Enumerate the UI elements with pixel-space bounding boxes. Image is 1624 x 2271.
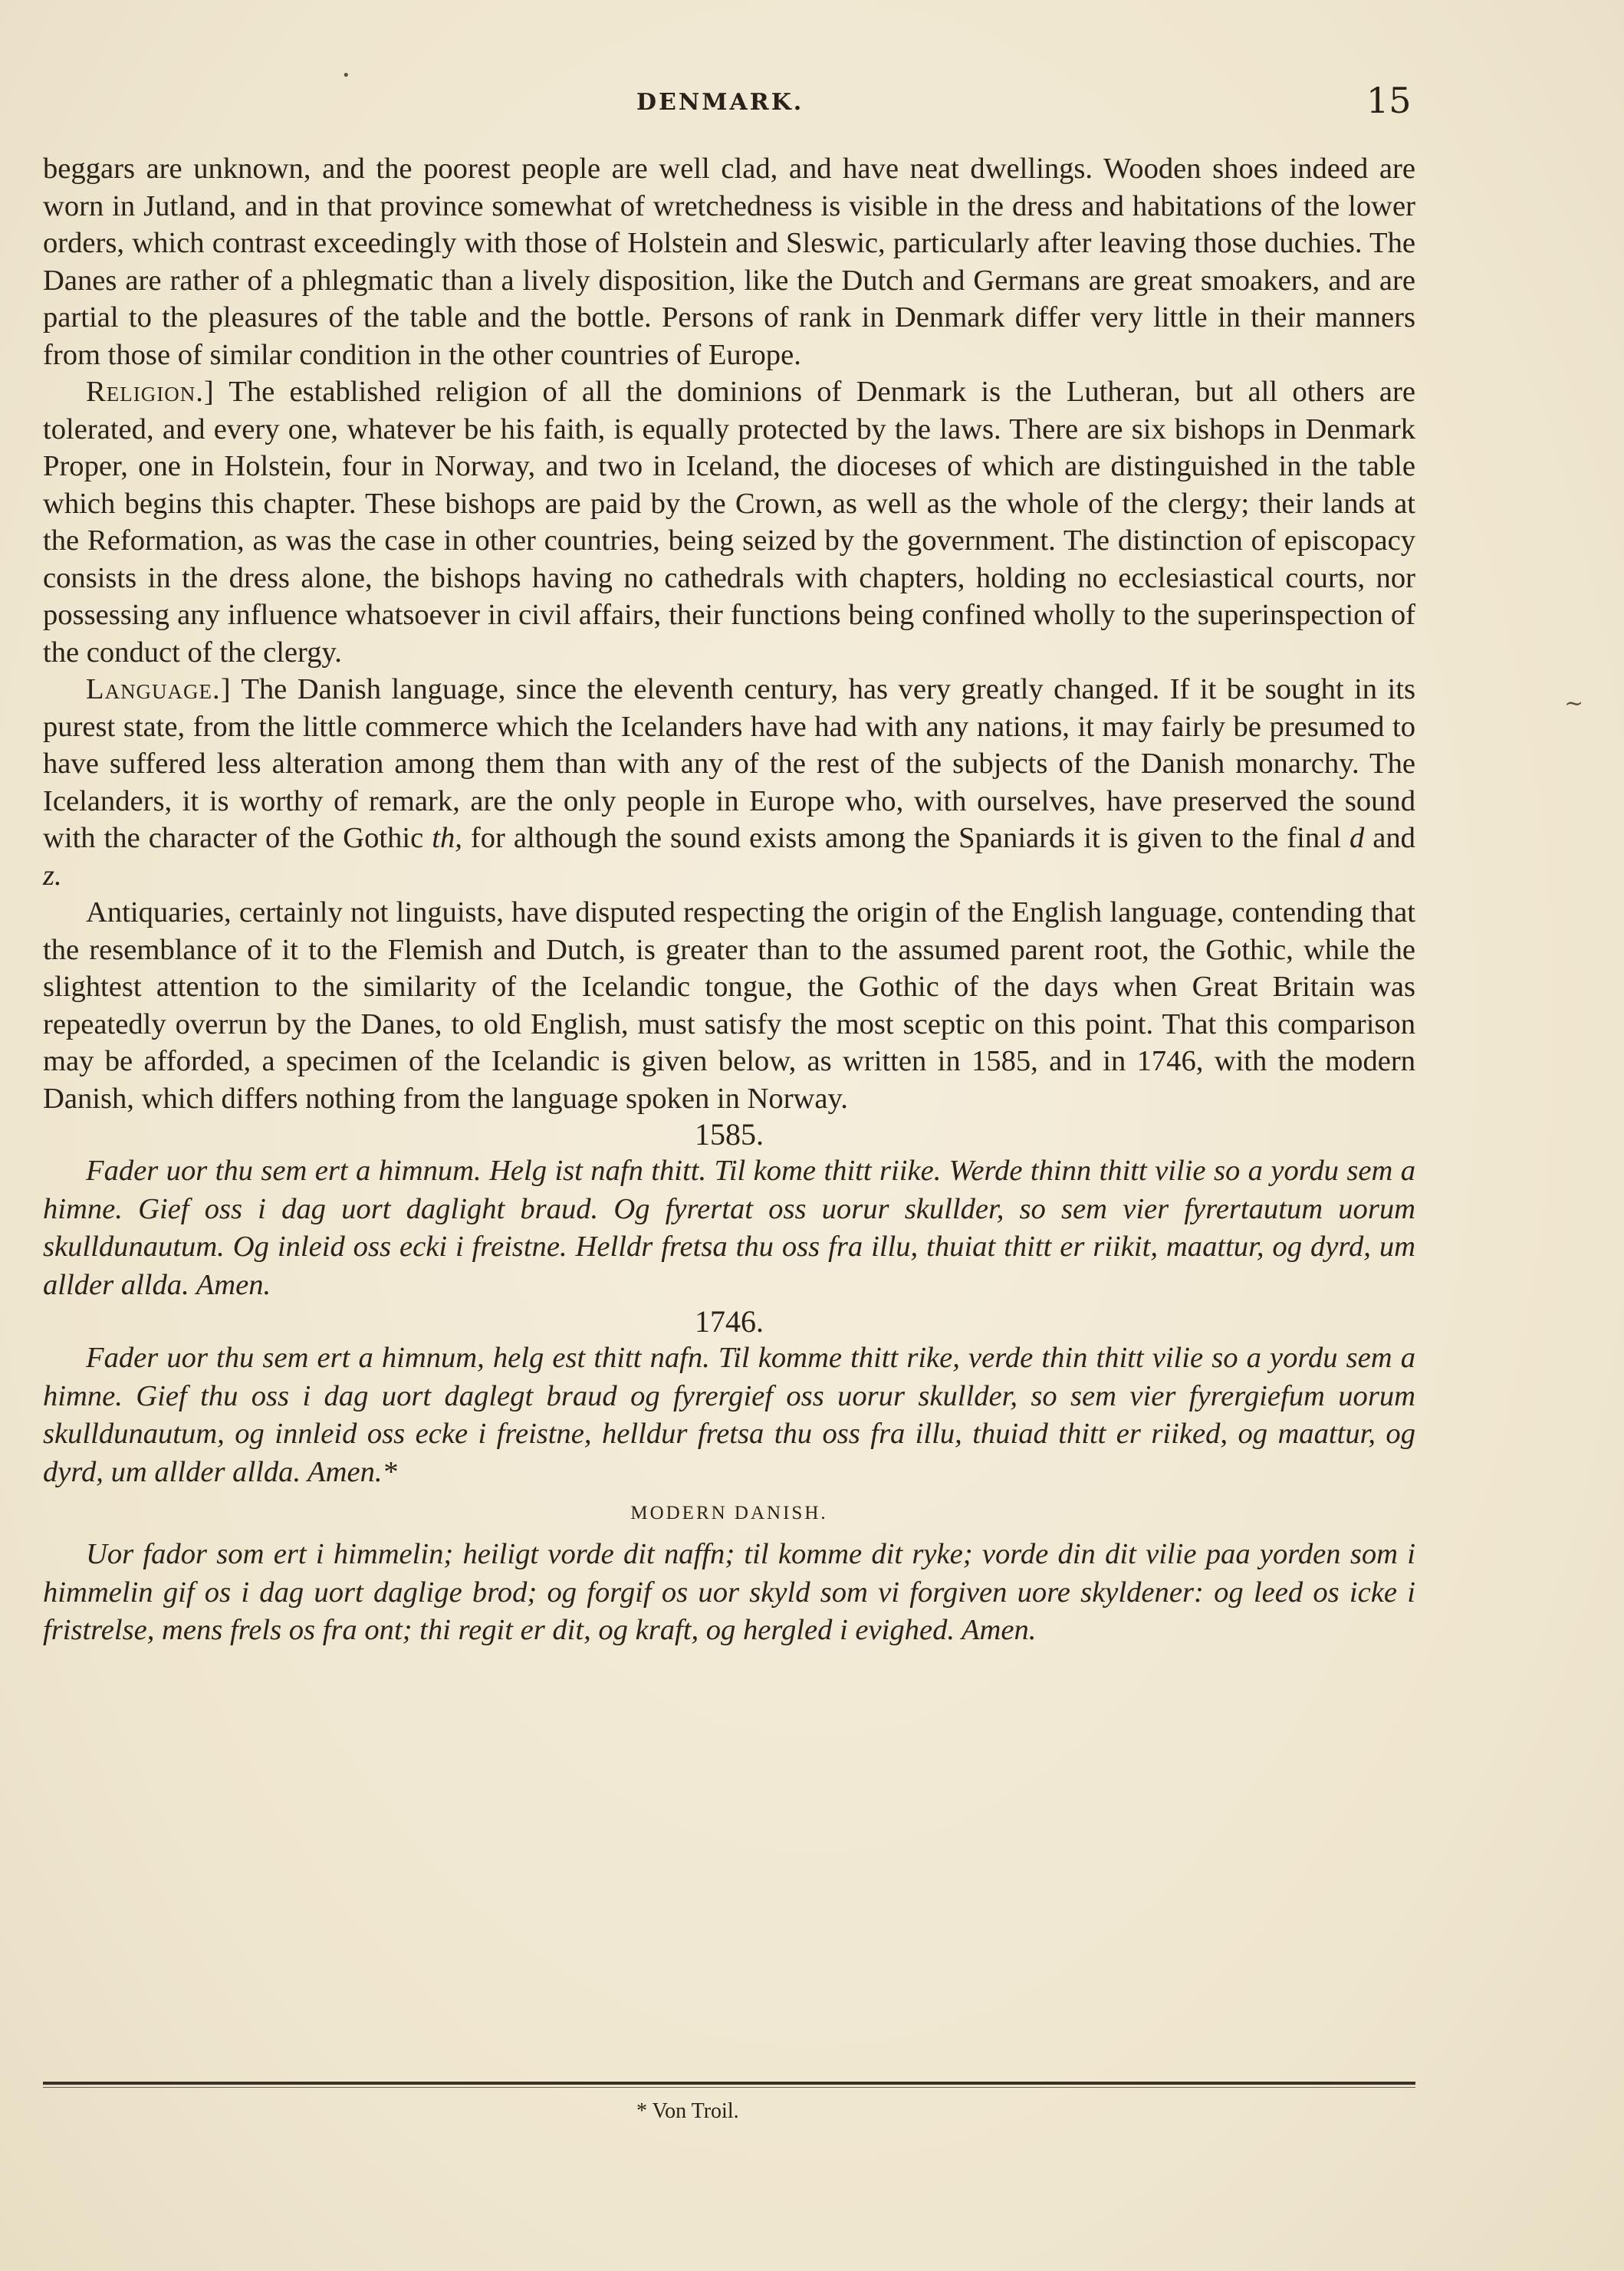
language-z: z. (43, 859, 62, 892)
paragraph-language (43, 671, 1415, 894)
running-title: DENMARK. (636, 89, 804, 116)
lords-prayer-modern: Uor fador som ert i himmelin; heiligt vorde dit naffn; til komme dit ryke; vorde din dit vilie paa yorden som i himmelin gif os i dag uort daglige brod; og forgif os uor skyld som vi forgiven uore skyldener: og leed os icke i fristrelse, mens frels os fra ont; thi regit er dit, og kraft, og hergled i evighed. Amen. (43, 1538, 1415, 1646)
language-text-part2: for although the sound exists among the Spaniards it is given to the final (470, 822, 1341, 854)
page-number: 15 (1366, 80, 1412, 121)
year-1746-heading: 1746. (695, 1304, 764, 1339)
language-sidehead: Language.] (86, 673, 232, 705)
language-d: d (1349, 822, 1365, 854)
year-1585-heading: 1585. (695, 1117, 764, 1152)
lords-prayer-1585: Fader uor thu sem ert a himnum. Helg ist nafn thitt. Til kome thitt riike. Werde thinn thitt vilie so a yordu sem a himne. Gief oss i dag uort daglight braud. Og fyrertat oss uorur skullder, so sem vier fyrertautum uorum skulldunautum. Og inleid oss ecki i freistne. Helldr fretsa thu oss fra illu, thuiat thitt er riikit, maattur, og dyrd, um allder allda. Amen. (43, 1155, 1415, 1301)
footnote: * Von Troil. (636, 2099, 739, 2123)
ink-dot: • (342, 67, 350, 84)
language-and: and (1373, 822, 1415, 854)
paragraph-religion (43, 373, 1415, 671)
paragraph-manners: beggars are unknown, and the poorest people are well clad, and have neat dwellings. Wooden shoes indeed are worn in Jutland, and in that province somewhat of wretchedness is visible in the dress and habitations of the lower orders, which contrast exceedingly with those of Holstein and Sleswic, particularly after leaving those duchies. The Danes are rather of a phlegmatic than a lively disposition, like the Dutch and Germans are great smoakers, and are partial to the pleasures of the table and the bottle. Persons of rank in Denmark differ very little in their manners from those of similar condition in the other countries of Europe. (43, 153, 1415, 371)
lords-prayer-1746: Fader uor thu sem ert a himnum, helg est thitt nafn. Til komme thitt rike, verde thin thitt vilie so a yordu sem a himne. Gief thu oss i dag uort daglegt braud og fyrergief oss uorur skullder, so sem vier fyrergiefum uorum skulldunautum, og innleid oss ecke i freistne, helldur fretsa thu oss fra illu, thuiad thitt er riiked, og maattur, og dyrd, um allder allda. Amen.* (43, 1342, 1415, 1488)
footnote-divider (43, 2082, 1415, 2085)
ink-mark: ~ (1564, 690, 1584, 717)
body-text (43, 150, 1415, 1650)
footnote-divider-thin (43, 2087, 1415, 2088)
religion-sidehead: Religion.] (86, 376, 215, 408)
modern-danish-heading: MODERN DANISH. (630, 1503, 828, 1523)
religion-text: The established religion of all the dominions of Denmark is the Lutheran, but all others are tolerated, and every one, whatever be his faith, is equally protected by the laws. There are six bishops in Denmark Proper, one in Holstein, four in Norway, and two in Iceland, the dioceses of which are distinguished in the table which begins this chapter. These bishops are paid by the Crown, as well as the whole of the clergy; their lands at the Reformation, as was the case in other countries, being seized by the government. The distinction of episcopacy consists in the dress alone, the bishops having no cathedrals with chapters, holding no ecclesiastical courts, nor possessing any influence whatsoever in civil affairs, their functions being confined wholly to the superinspection of the conduct of the clergy. (43, 376, 1415, 669)
language-th: th, (432, 822, 462, 854)
language-text-part1: The Danish language, since the eleventh century, has very greatly changed. If it be sought in its purest state, from the little commerce which the Icelanders have had with any nations, it may fairly be presumed to have suffered less alteration among them than with any of the rest of the subjects of the Danish monarchy. The Icelanders, it is worthy of remark, are the only people in Europe who, with ourselves, have preserved the sound with the character of the Gothic (43, 673, 1415, 854)
paragraph-antiquaries: Antiquaries, certainly not linguists, have disputed respecting the origin of the English language, contending that the resemblance of it to the Flemish and Dutch, is greater than to the assumed parent root, the Gothic, while the slightest attention to the similarity of the Icelandic tongue, the Gothic of the days when Great Britain was repeatedly overrun by the Danes, to old English, must satisfy the most sceptic on this point. That this comparison may be afforded, a specimen of the Icelandic is given below, as written in 1585, and in 1746, with the modern Danish, which differs nothing from the language spoken in Norway. (43, 896, 1415, 1115)
